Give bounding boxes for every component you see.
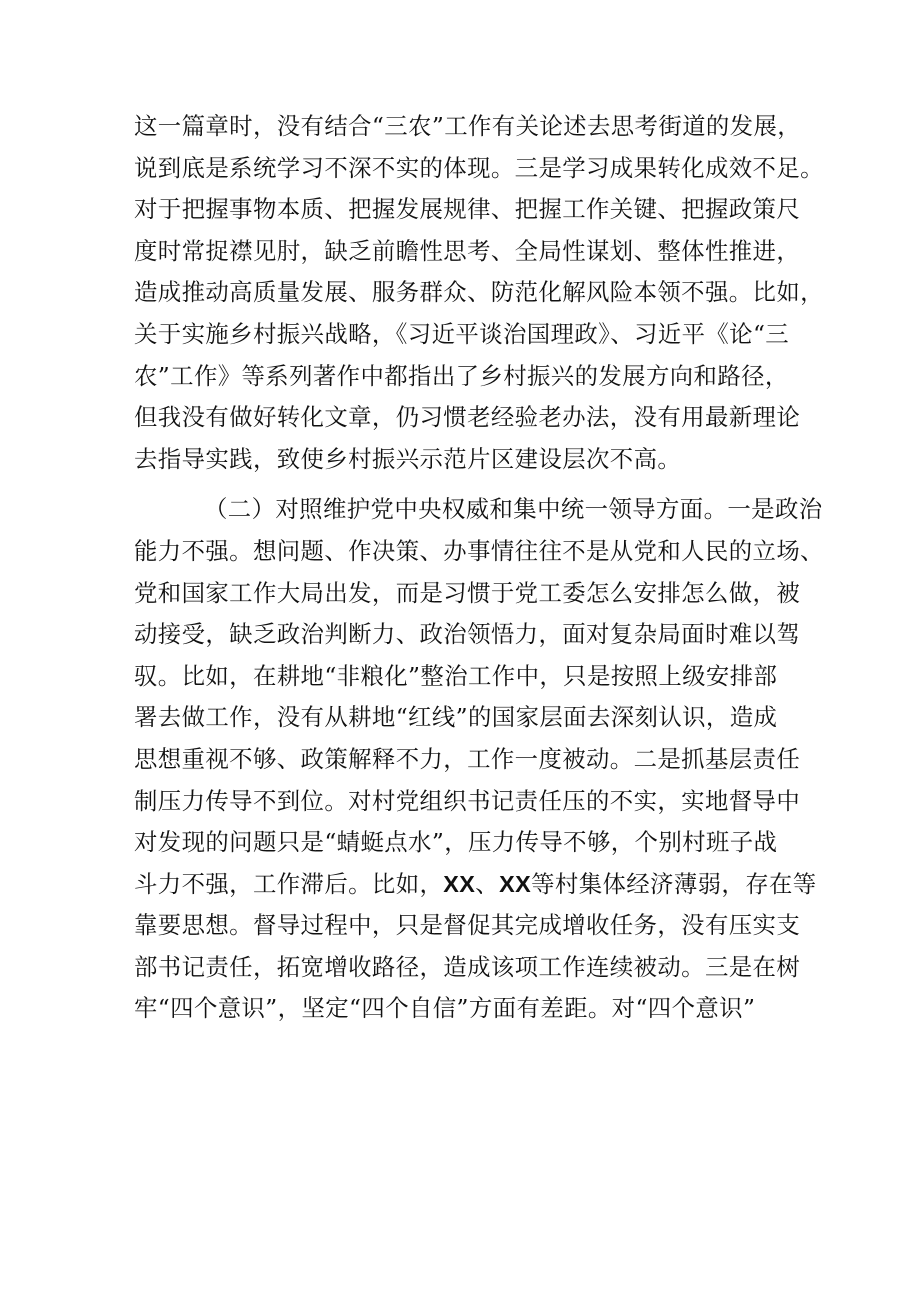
placeholder-name: XX — [499, 870, 532, 897]
paragraph-gap — [134, 480, 799, 489]
text-line: 去指导实践，致使乡村振兴示范片区建设层次不高。 — [134, 444, 682, 473]
paragraph-2 — [134, 489, 824, 1030]
text-line: 思想重视不够、政策解释不力，工作一度被动。二是抓基层责任 — [134, 744, 801, 773]
text-line: 这一篇章时，没有结合“三农”工作有关论述去思考街道的发展， — [134, 112, 802, 140]
text-line: 造成推动高质量发展、服务群众、防范化解风险本领不强。比如， — [134, 278, 824, 307]
line-suffix: 等村集体经济薄弱，存在等 — [531, 869, 817, 898]
text-line: 党和国家工作大局出发，而是习惯于党工委怎么安排怎么做，被 — [134, 578, 801, 607]
paragraph-1 — [134, 106, 824, 480]
text-line: 度时常捉襟见肘，缺乏前瞻性思考、全局性谋划、整体性推进， — [134, 236, 801, 265]
text-line: 动接受，缺乏政治判断力、政治领悟力，面对复杂局面时难以驾 — [134, 620, 801, 649]
text-line-with-placeholders — [134, 864, 817, 906]
text-line: 关于实施乡村振兴战略，《习近平谈治国理政》、习近平《论“三 — [134, 319, 790, 348]
document-body — [134, 106, 824, 1030]
line-prefix: 斗力不强，工作滞后。比如， — [134, 869, 444, 898]
text-line: 靠要思想。督导过程中，只是督促其完成增收任务，没有压实支 — [134, 911, 801, 940]
text-line: 农”工作》等系列著作中都指出了乡村振兴的发展方向和路径， — [134, 361, 789, 390]
text-line: 驭。比如，在耕地“非粮化”整治工作中，只是按照上级安排部 — [134, 661, 778, 690]
placeholder-name: XX — [443, 870, 476, 897]
text-line: 对发现的问题只是“蜻蜓点水”，压力传导不够，个别村班子战 — [134, 828, 778, 857]
text-line: 能力不强。想问题、作决策、办事情往往不是从党和人民的立场、 — [134, 536, 824, 565]
line-separator: 、 — [475, 869, 500, 898]
text-line: 说到底是系统学习不深不实的体现。三是学习成果转化成效不足。 — [134, 153, 824, 182]
text-line: 但我没有做好转化文章，仍习惯老经验老办法，没有用最新理论 — [134, 403, 801, 432]
text-line: 制压力传导不到位。对村党组织书记责任压的不实，实地督导中 — [134, 786, 801, 815]
text-line: 部书记责任，拓宽增收路径，造成该项工作连续被动。三是在树 — [134, 952, 801, 981]
text-line: 对于把握事物本质、把握发展规律、把握工作关键、把握政策尺 — [134, 195, 801, 224]
text-line-indented: （二）对照维护党中央权威和集中统一领导方面。一是政治 — [204, 495, 823, 524]
text-line: 牢“四个意识”，坚定“四个自信”方面有差距。对“四个意识” — [134, 994, 756, 1023]
text-line: 署去做工作，没有从耕地“红线”的国家层面去深刻认识，造成 — [134, 703, 778, 732]
